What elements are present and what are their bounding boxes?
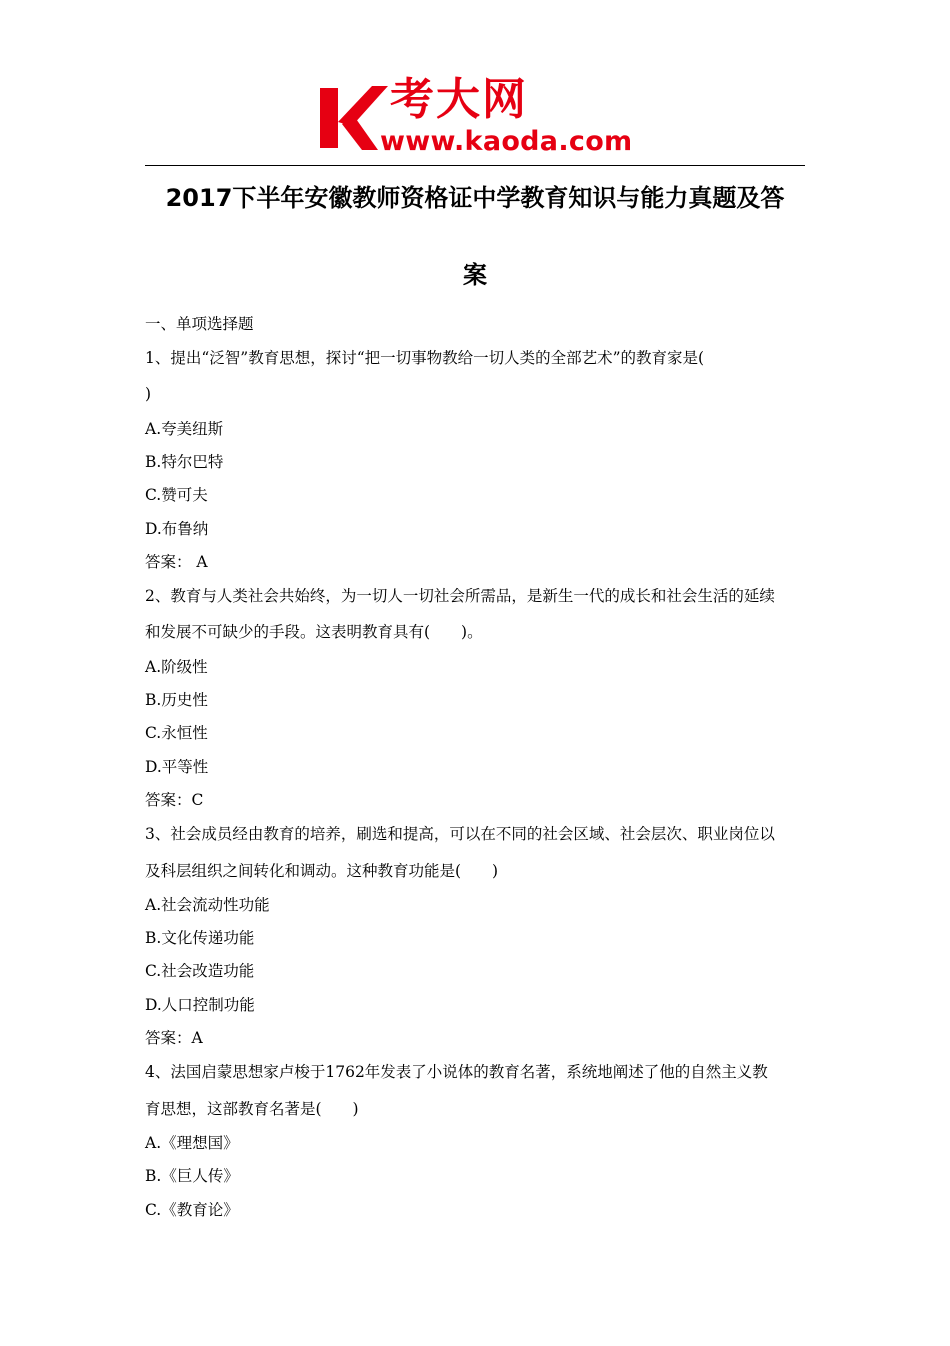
document-title-line-2: 案: [463, 261, 487, 289]
question-4-option-b: B.《巨人传》: [145, 1167, 239, 1185]
question-4-option-a: A.《理想国》: [145, 1134, 239, 1152]
logo-brand-text: 考大网: [390, 74, 528, 125]
question-3-stem-line-1: 3、社会成员经由教育的培养，刷选和提高，可以在不同的社会区域、社会层次、职业岗位以: [145, 825, 775, 843]
question-3-answer: 答案：A: [145, 1029, 203, 1047]
question-3-option-c: C.社会改造功能: [145, 962, 255, 980]
question-2-option-c: C.永恒性: [145, 724, 208, 742]
question-4-stem-line-2: 育思想，这部教育名著是( ): [145, 1100, 359, 1118]
question-1-answer: 答案： A: [145, 553, 208, 571]
question-1-option-b: B.特尔巴特: [145, 453, 224, 471]
section-heading: 一、单项选择题: [145, 315, 254, 333]
question-2-option-d: D.平等性: [145, 758, 209, 776]
question-3-option-d: D.人口控制功能: [145, 996, 255, 1014]
question-2-option-a: A.阶级性: [145, 658, 208, 676]
question-3-option-a: A.社会流动性功能: [145, 896, 270, 914]
question-1-stem-line-1: 1、提出“泛智”教育思想，探讨“把一切事物教给一切人类的全部艺术”的教育家是(: [145, 349, 705, 367]
document-title-line-1: 2017下半年安徽教师资格证中学教育知识与能力真题及答: [165, 184, 785, 212]
question-2-option-b: B.历史性: [145, 691, 208, 709]
question-3-option-b: B.文化传递功能: [145, 929, 255, 947]
question-2-stem-line-1: 2、教育与人类社会共始终，为一切人一切社会所需品，是新生一代的成长和社会生活的延续: [145, 587, 775, 605]
question-4-stem-line-1: 4、法国启蒙思想家卢梭于1762年发表了小说体的教育名著，系统地阐述了他的自然主义教: [145, 1063, 768, 1081]
question-2-stem-line-2: 和发展不可缺少的手段。这表明教育具有( )。: [145, 623, 483, 641]
question-2-answer: 答案：C: [145, 791, 204, 809]
question-3-stem-line-2: 及科层组织之间转化和调动。这种教育功能是( ): [145, 862, 499, 880]
question-1-option-d: D.布鲁纳: [145, 520, 209, 538]
logo-url-text: www.kaoda.com: [380, 126, 633, 157]
kaoda-logo: [318, 74, 648, 158]
question-1-option-a: A.夸美纽斯: [145, 420, 224, 438]
header-divider: [145, 165, 805, 166]
question-1-option-c: C.赞可夫: [145, 486, 208, 504]
question-1-stem-line-2: ): [145, 385, 152, 403]
question-4-option-c: C.《教育论》: [145, 1201, 239, 1219]
